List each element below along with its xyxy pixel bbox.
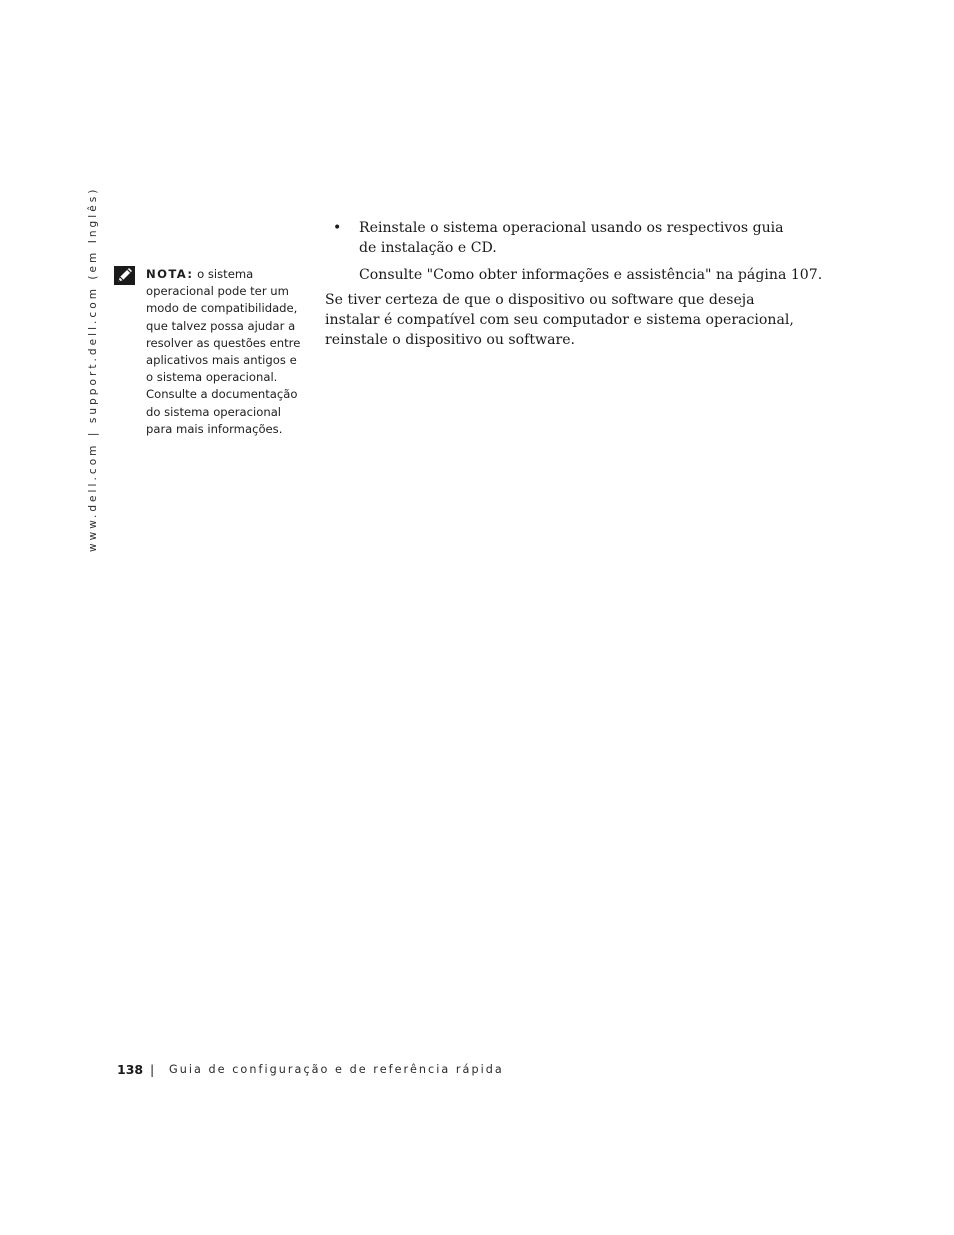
note-block bbox=[146, 266, 306, 438]
footer-title: Guia de configuração e de referência rápida bbox=[169, 1063, 504, 1076]
pencil-note-icon bbox=[114, 266, 135, 285]
note-label: NOTA: bbox=[146, 267, 194, 281]
body-paragraph: Se tiver certeza de que o dispositivo ou software que deseja instalar é compatível com seu computador e sistema operacional, reinstale o dispositivo ou software. bbox=[325, 292, 794, 348]
footer-separator: | bbox=[150, 1062, 155, 1077]
note-text: o sistema operacional pode ter um modo de compatibilidade, que talvez possa ajudar a resolver as questões entre aplicativos mais antigos e o sistema operacional. Consulte a documentação do sistema operacional para mais informações. bbox=[146, 267, 301, 436]
bullet-item-text: Reinstale o sistema operacional usando os respectivos guia de instalação e CD. bbox=[359, 220, 784, 256]
sidebar-url: www.dell.com | support.dell.com (em Inglês) bbox=[87, 186, 99, 552]
page-number: 138 bbox=[117, 1062, 144, 1077]
cross-reference-text: Consulte "Como obter informações e assistência" na página 107. bbox=[359, 267, 823, 283]
bullet-mark: • bbox=[333, 220, 342, 236]
